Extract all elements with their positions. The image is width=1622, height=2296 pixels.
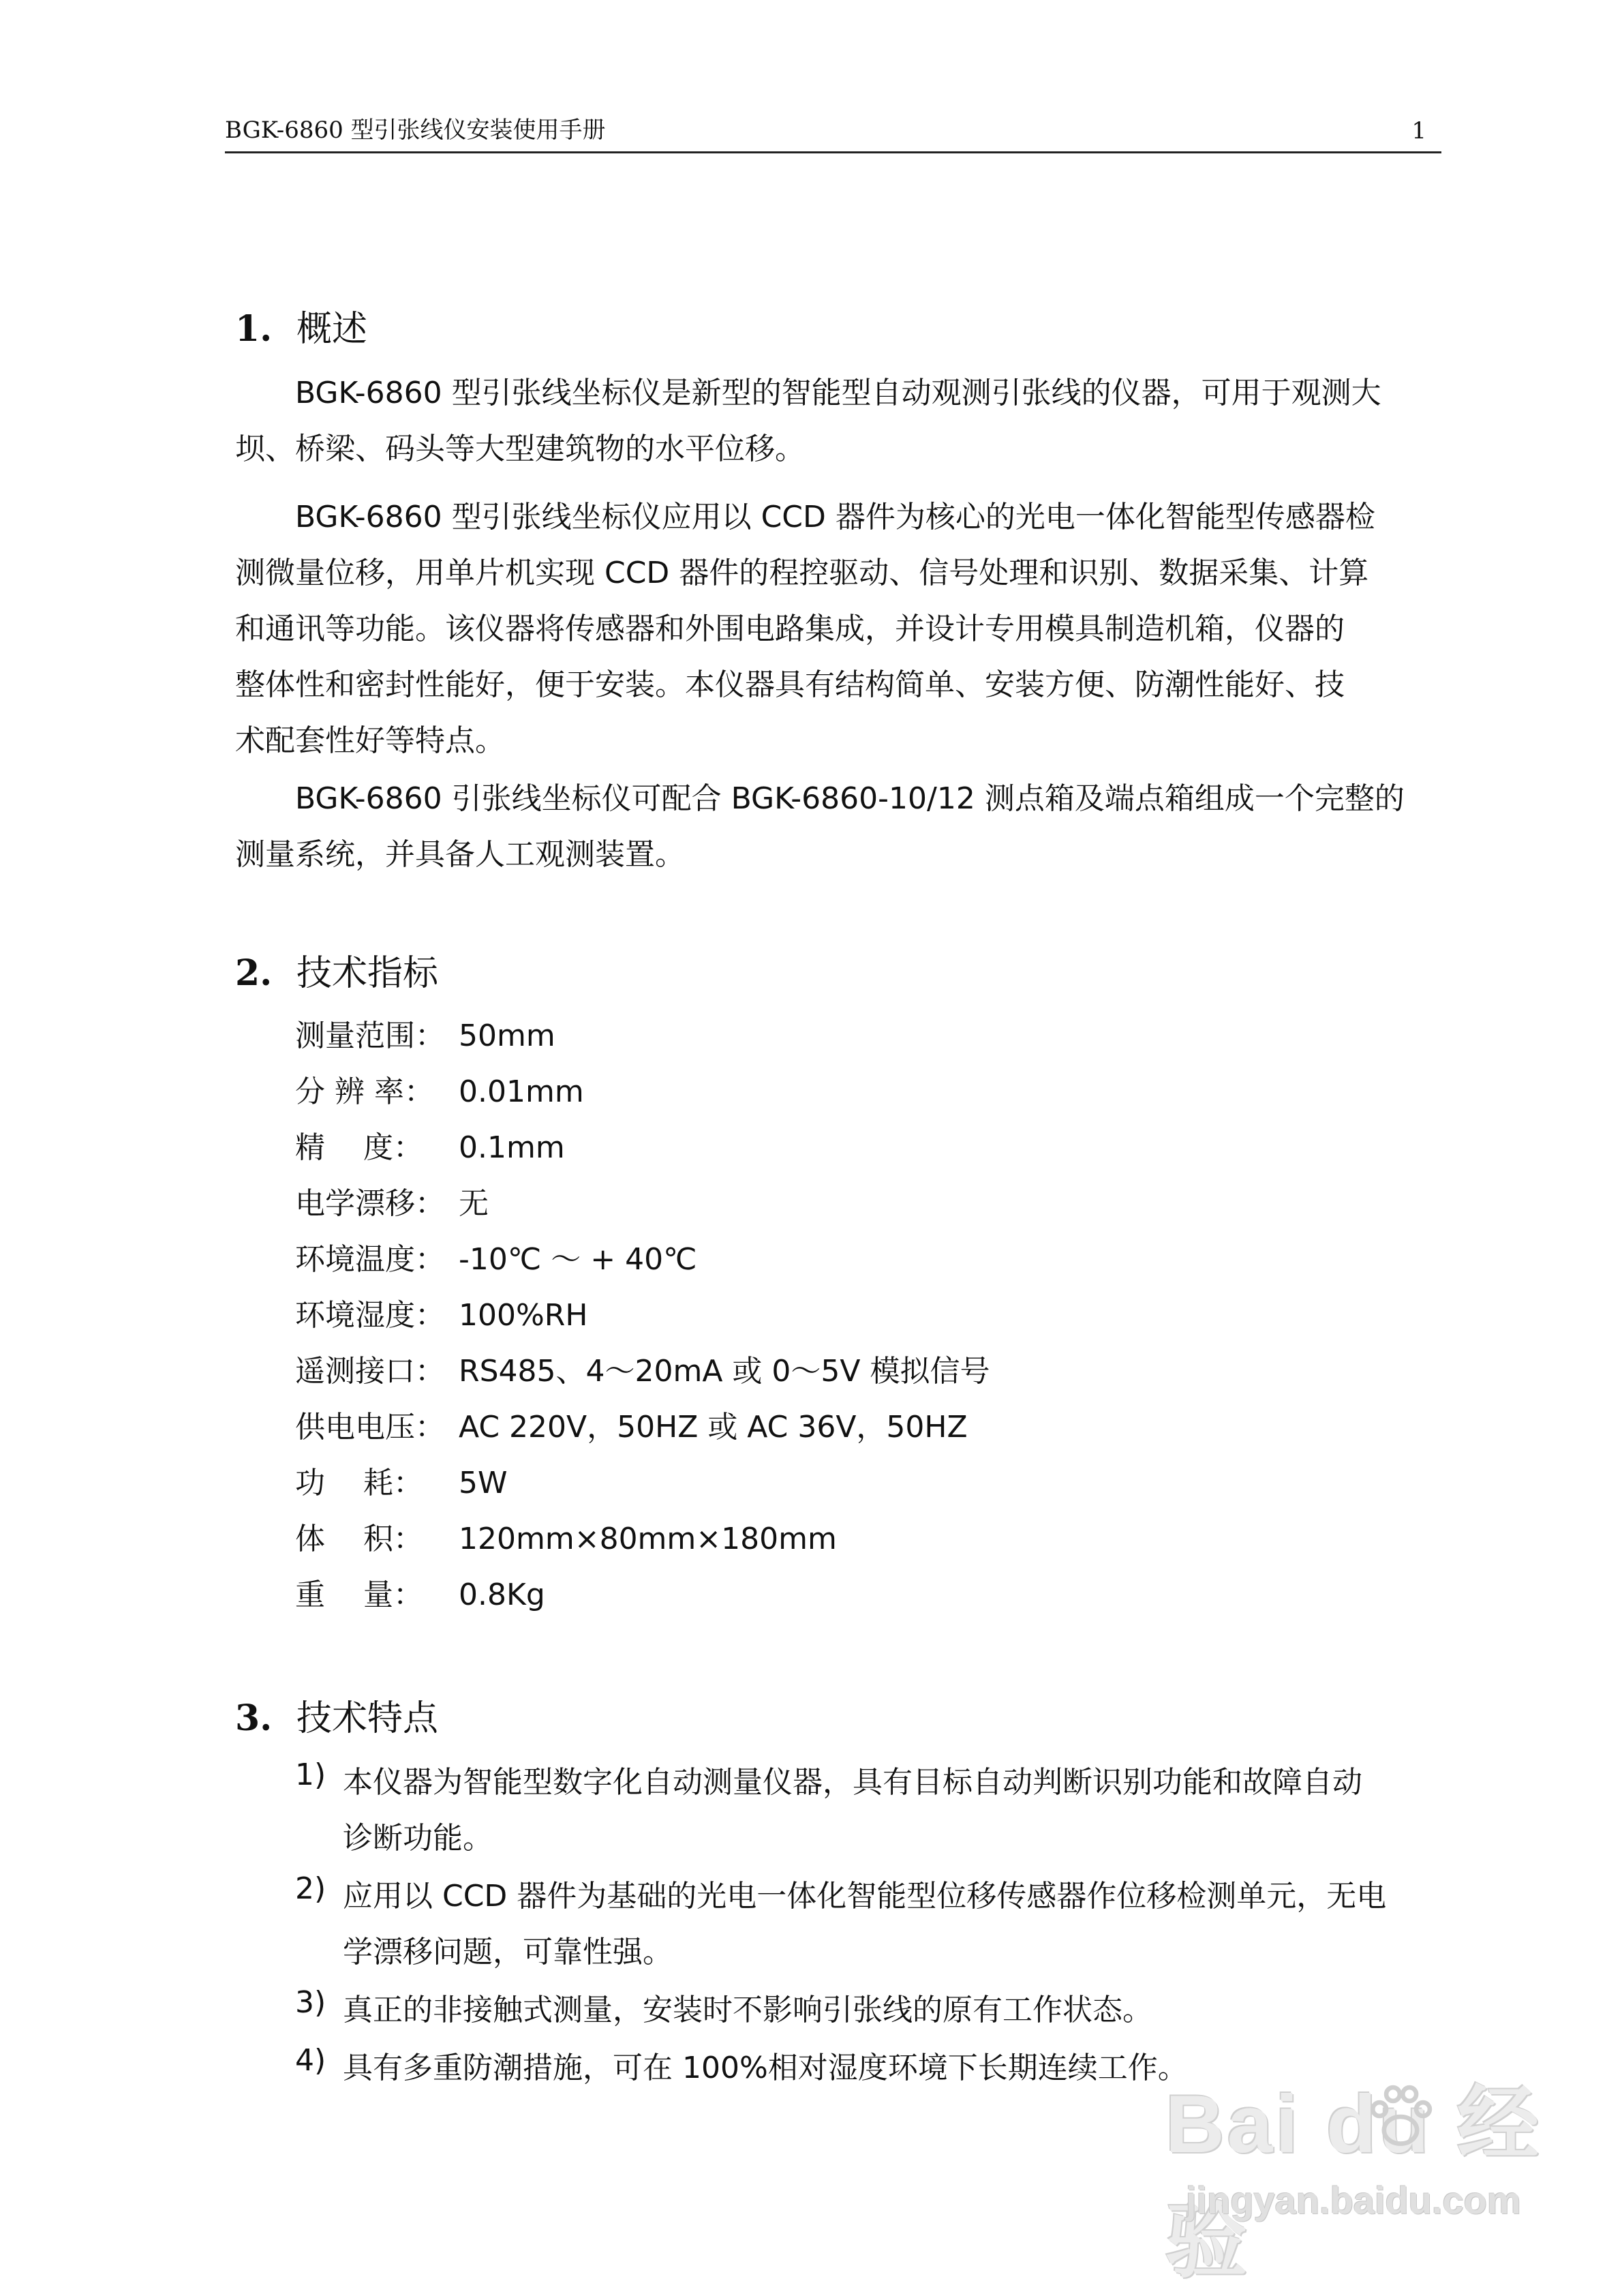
section-title: 技术特点 (296, 1698, 439, 1739)
feature-text: 具有多重防潮措施，可在 100%相对湿度环境下长期连续工作。 (343, 2051, 1188, 2085)
spec-value: 120mm×80mm×180mm (459, 1522, 837, 1556)
section-title: 概述 (296, 309, 368, 350)
paragraph-line: 术配套性好等特点。 (235, 723, 505, 758)
feature-number: 3) (295, 1985, 326, 2020)
spec-row (295, 1011, 555, 1055)
paragraph-line: 坝、桥梁、码头等大型建筑物的水平位移。 (235, 432, 805, 466)
spec-value: 0.8Kg (459, 1577, 545, 1612)
spec-value: 50mm (459, 1018, 555, 1053)
paragraph-line: 测量系统，并具备人工观测装置。 (235, 837, 685, 872)
spec-label: 供电电压： (295, 1410, 445, 1445)
baidu-jingyan-watermark (1165, 2059, 1547, 2287)
spec-label: 重 量： (295, 1577, 423, 1612)
feature-number: 2) (295, 1871, 326, 1906)
section-3-heading (235, 1689, 438, 1740)
spec-value: 无 (459, 1186, 489, 1221)
spec-row (295, 1123, 565, 1166)
feature-item (295, 1985, 1440, 2041)
spec-value: -10℃ ～ + 40℃ (459, 1242, 697, 1277)
page-number: 1 (1411, 117, 1426, 145)
spec-row (295, 1570, 545, 1614)
spec-row (295, 1067, 584, 1111)
spec-value: 5W (459, 1466, 508, 1500)
spec-row (295, 1458, 508, 1502)
spec-label: 精 度： (295, 1130, 423, 1165)
paragraph-line: 和通讯等功能。该仪器将传感器和外围电路集成，并设计专用模具制造机箱，仪器的 (235, 611, 1345, 646)
spec-label: 环境温度： (295, 1242, 445, 1277)
spec-row (295, 1514, 837, 1558)
watermark-url: jingyan.baidu.com (1186, 2179, 1521, 2222)
spec-label: 体 积： (295, 1522, 423, 1556)
spec-label: 环境湿度： (295, 1298, 445, 1333)
feature-text: 本仪器为智能型数字化自动测量仪器，具有目标自动判断识别功能和故障自动 (343, 1765, 1362, 1800)
spec-value: 0.01mm (459, 1074, 584, 1109)
spec-row (295, 1235, 697, 1278)
feature-text: 应用以 CCD 器件为基础的光电一体化智能型位移传感器作位移检测单元，无电 (343, 1879, 1387, 1914)
spec-label: 分 辨 率： (295, 1074, 434, 1109)
section-number: 2. (235, 952, 273, 994)
spec-label: 功 耗： (295, 1466, 423, 1500)
section-title: 技术指标 (296, 953, 439, 994)
section-1-heading (235, 300, 367, 351)
feature-item (295, 1871, 1440, 1983)
paragraph-line: BGK-6860 引张线坐标仪可配合 BGK-6860-10/12 测点箱及端点箱组成一个完整的 (295, 781, 1405, 816)
section-number: 1. (235, 308, 273, 350)
section-number: 3. (235, 1697, 273, 1739)
feature-text: 学漂移问题，可靠性强。 (343, 1935, 673, 1969)
spec-value: AC 220V，50HZ 或 AC 36V，50HZ (459, 1410, 968, 1445)
paragraph-line: BGK-6860 型引张线坐标仪应用以 CCD 器件为核心的光电一体化智能型传感器检 (295, 500, 1375, 534)
spec-value: RS485、4～20mA 或 0～5V 模拟信号 (459, 1354, 990, 1389)
spec-row (295, 1402, 968, 1446)
page-header (225, 115, 1441, 153)
paw-icon (1363, 2079, 1438, 2154)
feature-item (295, 1757, 1440, 1869)
spec-label: 遥测接口： (295, 1354, 445, 1389)
section-2-heading (235, 944, 438, 995)
spec-value: 0.1mm (459, 1130, 565, 1165)
paragraph-line: 测微量位移，用单片机实现 CCD 器件的程控驱动、信号处理和识别、数据采集、计算 (235, 556, 1369, 590)
paragraph-line: BGK-6860 型引张线坐标仪是新型的智能型自动观测引张线的仪器，可用于观测大 (295, 376, 1381, 410)
spec-label: 测量范围： (295, 1018, 445, 1053)
spec-row (295, 1179, 489, 1222)
spec-value: 100%RH (459, 1298, 588, 1333)
spec-label: 电学漂移： (295, 1186, 445, 1221)
spec-row (295, 1346, 990, 1390)
watermark-logo: Bai du 经验 (1165, 2079, 1542, 2287)
paragraph-line: 整体性和密封性能好，便于安装。本仪器具有结构简单、安装方便、防潮性能好、技 (235, 667, 1345, 702)
feature-text: 诊断功能。 (343, 1821, 493, 1856)
feature-number: 1) (295, 1757, 326, 1792)
spec-row (295, 1290, 587, 1334)
feature-number: 4) (295, 2043, 326, 2078)
feature-text: 真正的非接触式测量，安装时不影响引张线的原有工作状态。 (343, 1993, 1152, 2027)
header-title: BGK-6860 型引张线仪安装使用手册 (225, 117, 606, 144)
